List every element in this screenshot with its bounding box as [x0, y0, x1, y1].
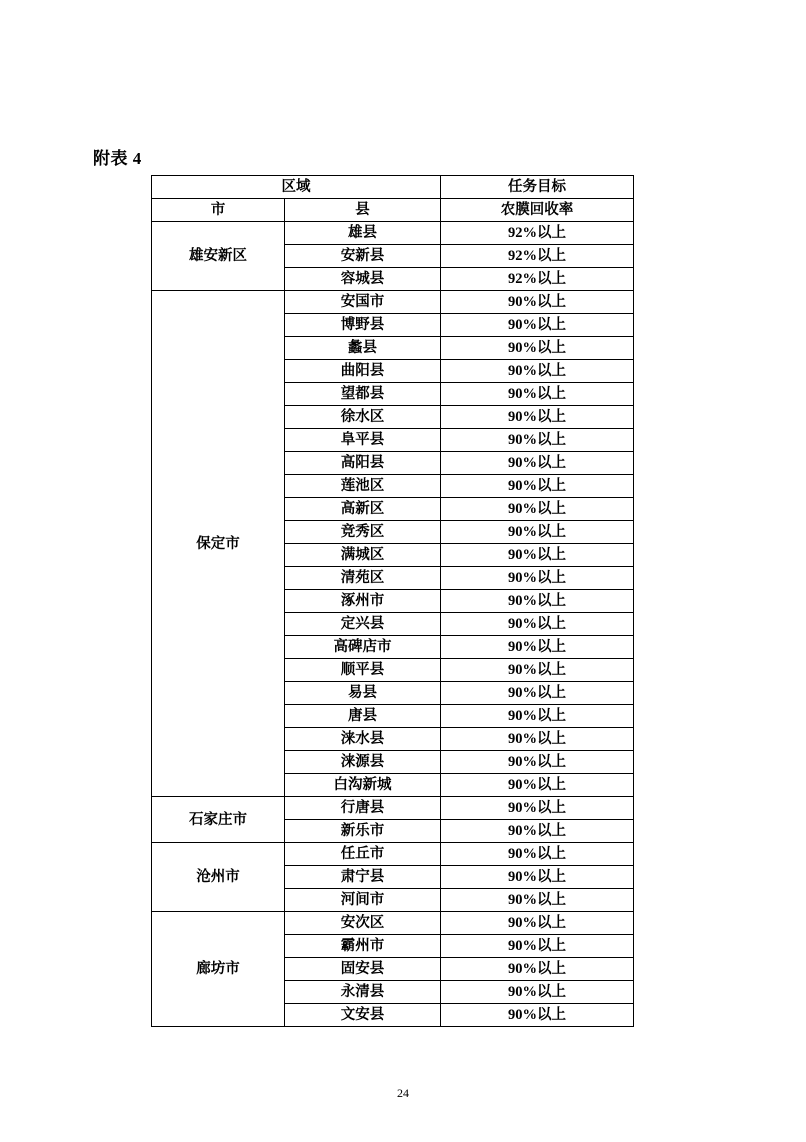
cell-county: 竞秀区: [285, 521, 441, 544]
cell-target: 90%以上: [441, 291, 634, 314]
cell-county: 满城区: [285, 544, 441, 567]
cell-city: 石家庄市: [152, 797, 285, 843]
cell-county: 阜平县: [285, 429, 441, 452]
cell-target: 90%以上: [441, 613, 634, 636]
cell-target: 90%以上: [441, 567, 634, 590]
cell-target: 90%以上: [441, 682, 634, 705]
cell-city: 廊坊市: [152, 912, 285, 1027]
cell-target: 90%以上: [441, 774, 634, 797]
page-number: 24: [397, 1086, 409, 1100]
cell-county: 高新区: [285, 498, 441, 521]
cell-target: 90%以上: [441, 429, 634, 452]
cell-county: 安国市: [285, 291, 441, 314]
cell-target: 90%以上: [441, 912, 634, 935]
cell-target: 92%以上: [441, 222, 634, 245]
header-county: 县: [285, 199, 441, 222]
cell-county: 莲池区: [285, 475, 441, 498]
cell-target: 90%以上: [441, 659, 634, 682]
cell-county: 行唐县: [285, 797, 441, 820]
cell-county: 固安县: [285, 958, 441, 981]
cell-county: 博野县: [285, 314, 441, 337]
cell-target: 90%以上: [441, 843, 634, 866]
cell-target: 90%以上: [441, 981, 634, 1004]
table-header-row-top: [152, 176, 634, 199]
cell-county: 新乐市: [285, 820, 441, 843]
cell-county: 唐县: [285, 705, 441, 728]
cell-county: 易县: [285, 682, 441, 705]
cell-city: 雄安新区: [152, 222, 285, 291]
header-region: 区域: [152, 176, 441, 199]
cell-target: 90%以上: [441, 958, 634, 981]
cell-county: 任丘市: [285, 843, 441, 866]
cell-county: 安新县: [285, 245, 441, 268]
task-target-table: [151, 175, 634, 1027]
cell-target: 90%以上: [441, 728, 634, 751]
cell-county: 肃宁县: [285, 866, 441, 889]
cell-county: 望都县: [285, 383, 441, 406]
cell-target: 90%以上: [441, 337, 634, 360]
table-header-row-sub: [152, 199, 634, 222]
cell-target: 90%以上: [441, 544, 634, 567]
cell-target: 90%以上: [441, 498, 634, 521]
cell-target: 90%以上: [441, 360, 634, 383]
cell-county: 白沟新城: [285, 774, 441, 797]
cell-county: 永清县: [285, 981, 441, 1004]
page-title: 附表 4: [93, 149, 142, 168]
cell-county: 清苑区: [285, 567, 441, 590]
cell-target: 90%以上: [441, 705, 634, 728]
cell-county: 徐水区: [285, 406, 441, 429]
cell-target: 92%以上: [441, 245, 634, 268]
table-row: [152, 843, 634, 866]
cell-county: 定兴县: [285, 613, 441, 636]
cell-target: 90%以上: [441, 866, 634, 889]
cell-county: 高阳县: [285, 452, 441, 475]
cell-city: 保定市: [152, 291, 285, 797]
cell-target: 90%以上: [441, 636, 634, 659]
cell-county: 高碑店市: [285, 636, 441, 659]
table-row: [152, 291, 634, 314]
cell-target: 90%以上: [441, 475, 634, 498]
cell-county: 曲阳县: [285, 360, 441, 383]
cell-target: 90%以上: [441, 521, 634, 544]
cell-county: 涞源县: [285, 751, 441, 774]
cell-county: 安次区: [285, 912, 441, 935]
cell-target: 90%以上: [441, 935, 634, 958]
cell-city: 沧州市: [152, 843, 285, 912]
cell-county: 涿州市: [285, 590, 441, 613]
cell-target: 90%以上: [441, 590, 634, 613]
header-rate: 农膜回收率: [441, 199, 634, 222]
table-row: [152, 222, 634, 245]
cell-county: 顺平县: [285, 659, 441, 682]
cell-target: 90%以上: [441, 452, 634, 475]
cell-target: 90%以上: [441, 797, 634, 820]
table-row: [152, 912, 634, 935]
cell-county: 蠡县: [285, 337, 441, 360]
header-city: 市: [152, 199, 285, 222]
cell-target: 90%以上: [441, 383, 634, 406]
cell-target: 90%以上: [441, 889, 634, 912]
cell-target: 90%以上: [441, 406, 634, 429]
cell-target: 90%以上: [441, 314, 634, 337]
cell-county: 河间市: [285, 889, 441, 912]
header-target: 任务目标: [441, 176, 634, 199]
cell-county: 文安县: [285, 1004, 441, 1027]
cell-county: 涞水县: [285, 728, 441, 751]
cell-target: 90%以上: [441, 820, 634, 843]
cell-target: 90%以上: [441, 1004, 634, 1027]
cell-target: 90%以上: [441, 751, 634, 774]
cell-county: 容城县: [285, 268, 441, 291]
cell-county: 霸州市: [285, 935, 441, 958]
cell-county: 雄县: [285, 222, 441, 245]
cell-target: 92%以上: [441, 268, 634, 291]
table-row: [152, 797, 634, 820]
